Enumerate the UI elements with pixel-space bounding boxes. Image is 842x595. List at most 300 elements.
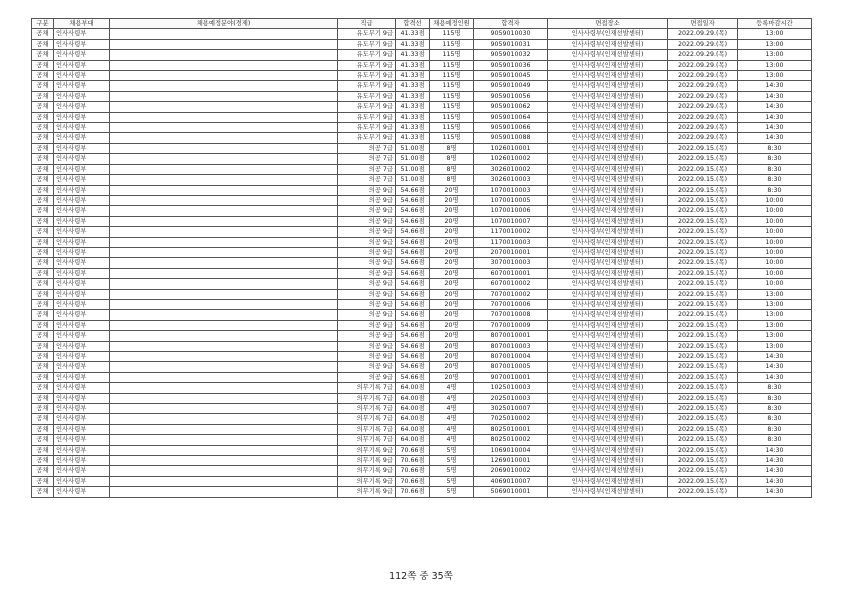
- cell-grade: 유도무기 9급: [338, 81, 396, 91]
- cell-quota: 20명: [430, 258, 474, 268]
- cell-grade: 의무기록 9급: [338, 466, 396, 476]
- cell-deadline: 14:30: [738, 123, 812, 133]
- cell-interview-place: 인사사령부(인재선발센터): [548, 29, 668, 39]
- cell-field: [110, 476, 338, 486]
- cell-interview-place: 인사사령부(인재선발센터): [548, 310, 668, 320]
- cell-interview-date: 2022.09.29.(목): [668, 29, 738, 39]
- cell-field: [110, 143, 338, 153]
- header-applicant-id: 합격자: [474, 19, 548, 29]
- cell-type: 공채: [32, 123, 54, 133]
- cell-field: [110, 175, 338, 185]
- cell-cutoff: 41.33점: [396, 91, 430, 101]
- cell-cutoff: 70.66점: [396, 445, 430, 455]
- cell-grade: 의공 9급: [338, 268, 396, 278]
- table-row: [32, 435, 812, 445]
- cell-applicant-id: 9059010056: [474, 91, 548, 101]
- table-row: [32, 143, 812, 153]
- cell-field: [110, 216, 338, 226]
- cell-quota: 115명: [430, 133, 474, 143]
- cell-quota: 20명: [430, 185, 474, 195]
- cell-type: 공채: [32, 102, 54, 112]
- cell-field: [110, 258, 338, 268]
- cell-unit: 인사사령부: [54, 456, 110, 466]
- cell-unit: 인사사령부: [54, 237, 110, 247]
- cell-interview-place: 인사사령부(인재선발센터): [548, 237, 668, 247]
- cell-grade: 유도무기 9급: [338, 123, 396, 133]
- cell-quota: 5명: [430, 476, 474, 486]
- cell-quota: 5명: [430, 445, 474, 455]
- cell-type: 공채: [32, 216, 54, 226]
- cell-quota: 20명: [430, 341, 474, 351]
- cell-cutoff: 51.00점: [396, 175, 430, 185]
- cell-unit: 인사사령부: [54, 175, 110, 185]
- cell-applicant-id: 2069010002: [474, 466, 548, 476]
- cell-applicant-id: 8025010001: [474, 424, 548, 434]
- cell-cutoff: 54.66점: [396, 206, 430, 216]
- header-type: 구분: [32, 19, 54, 29]
- cell-unit: 인사사령부: [54, 216, 110, 226]
- cell-quota: 115명: [430, 50, 474, 60]
- cell-type: 공채: [32, 352, 54, 362]
- cell-interview-date: 2022.09.15.(목): [668, 310, 738, 320]
- cell-applicant-id: 9059010031: [474, 39, 548, 49]
- cell-interview-date: 2022.09.15.(목): [668, 237, 738, 247]
- cell-quota: 8명: [430, 143, 474, 153]
- cell-field: [110, 310, 338, 320]
- cell-applicant-id: 1170010003: [474, 237, 548, 247]
- cell-interview-date: 2022.09.15.(목): [668, 216, 738, 226]
- cell-unit: 인사사령부: [54, 372, 110, 382]
- cell-interview-place: 인사사령부(인재선발센터): [548, 175, 668, 185]
- cell-interview-date: 2022.09.29.(목): [668, 81, 738, 91]
- cell-applicant-id: 3070010003: [474, 258, 548, 268]
- cell-applicant-id: 1170010002: [474, 227, 548, 237]
- cell-grade: 유도무기 9급: [338, 102, 396, 112]
- cell-deadline: 14:30: [738, 91, 812, 101]
- cell-cutoff: 64.00점: [396, 424, 430, 434]
- cell-interview-date: 2022.09.15.(목): [668, 404, 738, 414]
- cell-type: 공채: [32, 175, 54, 185]
- cell-field: [110, 185, 338, 195]
- table-row: [32, 60, 812, 70]
- cell-grade: 의공 9급: [338, 206, 396, 216]
- table-row: [32, 424, 812, 434]
- table-row: [32, 445, 812, 455]
- cell-interview-place: 인사사령부(인재선발센터): [548, 112, 668, 122]
- cell-interview-date: 2022.09.15.(목): [668, 279, 738, 289]
- cell-type: 공채: [32, 133, 54, 143]
- cell-field: [110, 81, 338, 91]
- table-row: [32, 341, 812, 351]
- cell-applicant-id: 1070010005: [474, 195, 548, 205]
- cell-type: 공채: [32, 456, 54, 466]
- cell-field: [110, 299, 338, 309]
- cell-deadline: 10:00: [738, 268, 812, 278]
- cell-cutoff: 54.66점: [396, 268, 430, 278]
- cell-interview-date: 2022.09.15.(목): [668, 352, 738, 362]
- table-row: [32, 352, 812, 362]
- cell-interview-date: 2022.09.29.(목): [668, 39, 738, 49]
- cell-field: [110, 247, 338, 257]
- cell-interview-date: 2022.09.15.(목): [668, 331, 738, 341]
- cell-quota: 5명: [430, 487, 474, 497]
- cell-grade: 의공 9급: [338, 227, 396, 237]
- cell-grade: 의공 9급: [338, 372, 396, 382]
- cell-applicant-id: 8070010001: [474, 331, 548, 341]
- cell-interview-place: 인사사령부(인재선발센터): [548, 279, 668, 289]
- table-row: [32, 216, 812, 226]
- cell-deadline: 13:00: [738, 50, 812, 60]
- cell-cutoff: 70.66점: [396, 456, 430, 466]
- cell-deadline: 13:00: [738, 299, 812, 309]
- table-row: [32, 258, 812, 268]
- cell-interview-date: 2022.09.15.(목): [668, 227, 738, 237]
- cell-deadline: 10:00: [738, 227, 812, 237]
- cell-interview-date: 2022.09.15.(목): [668, 289, 738, 299]
- cell-interview-place: 인사사령부(인재선발센터): [548, 320, 668, 330]
- cell-quota: 20명: [430, 331, 474, 341]
- cell-quota: 4명: [430, 404, 474, 414]
- cell-grade: 유도무기 9급: [338, 71, 396, 81]
- cell-field: [110, 133, 338, 143]
- cell-unit: 인사사령부: [54, 164, 110, 174]
- cell-field: [110, 112, 338, 122]
- cell-field: [110, 195, 338, 205]
- cell-interview-date: 2022.09.29.(목): [668, 123, 738, 133]
- cell-cutoff: 41.33점: [396, 123, 430, 133]
- cell-grade: 의공 9급: [338, 310, 396, 320]
- cell-interview-date: 2022.09.29.(목): [668, 50, 738, 60]
- cell-interview-place: 인사사령부(인재선발센터): [548, 341, 668, 351]
- cell-unit: 인사사령부: [54, 362, 110, 372]
- cell-interview-date: 2022.09.15.(목): [668, 487, 738, 497]
- cell-deadline: 8:30: [738, 424, 812, 434]
- cell-quota: 20명: [430, 237, 474, 247]
- cell-cutoff: 41.33점: [396, 29, 430, 39]
- cell-unit: 인사사령부: [54, 414, 110, 424]
- cell-cutoff: 41.33점: [396, 50, 430, 60]
- cell-deadline: 14:30: [738, 81, 812, 91]
- cell-unit: 인사사령부: [54, 487, 110, 497]
- table-row: [32, 91, 812, 101]
- cell-type: 공채: [32, 299, 54, 309]
- cell-grade: 의공 9급: [338, 216, 396, 226]
- cell-interview-place: 인사사령부(인재선발센터): [548, 81, 668, 91]
- cell-interview-date: 2022.09.15.(목): [668, 320, 738, 330]
- cell-deadline: 8:30: [738, 175, 812, 185]
- cell-type: 공채: [32, 404, 54, 414]
- cell-unit: 인사사령부: [54, 247, 110, 257]
- cell-field: [110, 206, 338, 216]
- cell-type: 공채: [32, 164, 54, 174]
- cell-interview-date: 2022.09.29.(목): [668, 112, 738, 122]
- cell-quota: 20명: [430, 247, 474, 257]
- cell-interview-date: 2022.09.29.(목): [668, 71, 738, 81]
- cell-field: [110, 445, 338, 455]
- cell-applicant-id: 9059010088: [474, 133, 548, 143]
- cell-grade: 의공 7급: [338, 154, 396, 164]
- cell-type: 공채: [32, 29, 54, 39]
- header-interview-place: 면접장소: [548, 19, 668, 29]
- cell-field: [110, 393, 338, 403]
- cell-applicant-id: 9059010032: [474, 50, 548, 60]
- cell-cutoff: 54.66점: [396, 372, 430, 382]
- table-row: [32, 393, 812, 403]
- cell-applicant-id: 6070010002: [474, 279, 548, 289]
- cell-interview-place: 인사사령부(인재선발센터): [548, 424, 668, 434]
- cell-type: 공채: [32, 424, 54, 434]
- cell-field: [110, 227, 338, 237]
- cell-quota: 115명: [430, 112, 474, 122]
- cell-interview-date: 2022.09.15.(목): [668, 185, 738, 195]
- cell-type: 공채: [32, 331, 54, 341]
- cell-applicant-id: 6070010001: [474, 268, 548, 278]
- cell-deadline: 14:30: [738, 362, 812, 372]
- cell-type: 공채: [32, 383, 54, 393]
- cell-interview-date: 2022.09.15.(목): [668, 424, 738, 434]
- cell-interview-date: 2022.09.29.(목): [668, 91, 738, 101]
- cell-deadline: 8:30: [738, 404, 812, 414]
- table-header-row: [32, 19, 812, 29]
- cell-unit: 인사사령부: [54, 404, 110, 414]
- cell-quota: 20명: [430, 310, 474, 320]
- cell-grade: 의무기록 7급: [338, 435, 396, 445]
- cell-quota: 20명: [430, 362, 474, 372]
- cell-applicant-id: 9059010064: [474, 112, 548, 122]
- cell-deadline: 14:30: [738, 112, 812, 122]
- cell-unit: 인사사령부: [54, 279, 110, 289]
- cell-cutoff: 41.33점: [396, 133, 430, 143]
- cell-field: [110, 50, 338, 60]
- cell-quota: 8명: [430, 164, 474, 174]
- cell-type: 공채: [32, 154, 54, 164]
- cell-grade: 의공 9급: [338, 247, 396, 257]
- cell-deadline: 13:00: [738, 289, 812, 299]
- cell-quota: 20명: [430, 372, 474, 382]
- table-row: [32, 372, 812, 382]
- cell-field: [110, 29, 338, 39]
- cell-quota: 20명: [430, 289, 474, 299]
- cell-field: [110, 466, 338, 476]
- cell-field: [110, 154, 338, 164]
- cell-type: 공채: [32, 310, 54, 320]
- cell-type: 공채: [32, 279, 54, 289]
- cell-quota: 20명: [430, 268, 474, 278]
- cell-interview-date: 2022.09.15.(목): [668, 414, 738, 424]
- cell-field: [110, 487, 338, 497]
- cell-interview-date: 2022.09.15.(목): [668, 341, 738, 351]
- cell-grade: 의공 9급: [338, 352, 396, 362]
- table-row: [32, 247, 812, 257]
- cell-grade: 유도무기 9급: [338, 60, 396, 70]
- cell-interview-date: 2022.09.15.(목): [668, 247, 738, 257]
- cell-unit: 인사사령부: [54, 320, 110, 330]
- table-row: [32, 299, 812, 309]
- cell-cutoff: 54.66점: [396, 362, 430, 372]
- cell-cutoff: 54.66점: [396, 216, 430, 226]
- cell-interview-place: 인사사령부(인재선발센터): [548, 91, 668, 101]
- cell-quota: 115명: [430, 81, 474, 91]
- cell-applicant-id: 5069010001: [474, 487, 548, 497]
- cell-type: 공채: [32, 487, 54, 497]
- cell-grade: 의무기록 9급: [338, 445, 396, 455]
- cell-grade: 의무기록 7급: [338, 404, 396, 414]
- cell-deadline: 10:00: [738, 237, 812, 247]
- cell-field: [110, 60, 338, 70]
- cell-interview-date: 2022.09.15.(목): [668, 154, 738, 164]
- cell-quota: 4명: [430, 393, 474, 403]
- table-row: [32, 414, 812, 424]
- cell-interview-date: 2022.09.15.(목): [668, 206, 738, 216]
- cell-interview-date: 2022.09.15.(목): [668, 195, 738, 205]
- cell-type: 공채: [32, 81, 54, 91]
- cell-deadline: 14:30: [738, 102, 812, 112]
- cell-interview-place: 인사사령부(인재선발센터): [548, 195, 668, 205]
- table-row: [32, 29, 812, 39]
- cell-interview-place: 인사사령부(인재선발센터): [548, 71, 668, 81]
- header-deadline: 등록마감시간: [738, 19, 812, 29]
- cell-interview-date: 2022.09.15.(목): [668, 476, 738, 486]
- cell-unit: 인사사령부: [54, 143, 110, 153]
- cell-interview-place: 인사사령부(인재선발센터): [548, 185, 668, 195]
- cell-deadline: 8:30: [738, 164, 812, 174]
- cell-applicant-id: 2025010003: [474, 393, 548, 403]
- cell-deadline: 14:30: [738, 487, 812, 497]
- cell-field: [110, 456, 338, 466]
- cell-field: [110, 71, 338, 81]
- cell-grade: 의무기록 9급: [338, 476, 396, 486]
- cell-deadline: 10:00: [738, 279, 812, 289]
- cell-deadline: 8:30: [738, 143, 812, 153]
- cell-unit: 인사사령부: [54, 476, 110, 486]
- table-row: [32, 71, 812, 81]
- cell-applicant-id: 3026010003: [474, 175, 548, 185]
- table-row: [32, 331, 812, 341]
- cell-quota: 20명: [430, 299, 474, 309]
- cell-unit: 인사사령부: [54, 60, 110, 70]
- table-row: [32, 39, 812, 49]
- cell-field: [110, 341, 338, 351]
- cell-type: 공채: [32, 289, 54, 299]
- cell-interview-place: 인사사령부(인재선발센터): [548, 227, 668, 237]
- cell-quota: 115명: [430, 123, 474, 133]
- header-grade: 직급: [338, 19, 396, 29]
- cell-field: [110, 435, 338, 445]
- cell-quota: 20명: [430, 195, 474, 205]
- cell-quota: 8명: [430, 175, 474, 185]
- cell-grade: 의무기록 7급: [338, 424, 396, 434]
- cell-applicant-id: 3025010007: [474, 404, 548, 414]
- cell-deadline: 14:30: [738, 372, 812, 382]
- cell-applicant-id: 1026010001: [474, 143, 548, 153]
- cell-unit: 인사사령부: [54, 91, 110, 101]
- cell-interview-date: 2022.09.15.(목): [668, 362, 738, 372]
- table-row: [32, 289, 812, 299]
- cell-unit: 인사사령부: [54, 310, 110, 320]
- table-row: [32, 487, 812, 497]
- cell-applicant-id: 9059010045: [474, 71, 548, 81]
- cell-quota: 20명: [430, 279, 474, 289]
- table-row: [32, 320, 812, 330]
- cell-grade: 의무기록 7급: [338, 414, 396, 424]
- cell-interview-place: 인사사령부(인재선발센터): [548, 393, 668, 403]
- cell-applicant-id: 9059010030: [474, 29, 548, 39]
- cell-applicant-id: 8070010004: [474, 352, 548, 362]
- cell-grade: 의공 9급: [338, 185, 396, 195]
- header-field: 채용예정분야(경제): [110, 19, 338, 29]
- cell-cutoff: 64.00점: [396, 383, 430, 393]
- cell-interview-date: 2022.09.29.(목): [668, 133, 738, 143]
- cell-applicant-id: 1026010002: [474, 154, 548, 164]
- cell-deadline: 8:30: [738, 383, 812, 393]
- cell-interview-place: 인사사령부(인재선발센터): [548, 476, 668, 486]
- cell-unit: 인사사령부: [54, 123, 110, 133]
- cell-unit: 인사사령부: [54, 102, 110, 112]
- cell-unit: 인사사령부: [54, 289, 110, 299]
- cell-cutoff: 41.33점: [396, 81, 430, 91]
- cell-interview-place: 인사사령부(인재선발센터): [548, 456, 668, 466]
- cell-interview-place: 인사사령부(인재선발센터): [548, 216, 668, 226]
- cell-interview-place: 인사사령부(인재선발센터): [548, 352, 668, 362]
- cell-field: [110, 91, 338, 101]
- cell-grade: 의무기록 9급: [338, 456, 396, 466]
- cell-grade: 유도무기 9급: [338, 50, 396, 60]
- cell-grade: 의공 9급: [338, 289, 396, 299]
- cell-unit: 인사사령부: [54, 206, 110, 216]
- cell-interview-place: 인사사령부(인재선발센터): [548, 362, 668, 372]
- cell-interview-place: 인사사령부(인재선발센터): [548, 466, 668, 476]
- cell-applicant-id: 2070010001: [474, 247, 548, 257]
- cell-type: 공채: [32, 362, 54, 372]
- cell-interview-place: 인사사령부(인재선발센터): [548, 39, 668, 49]
- cell-grade: 의공 7급: [338, 175, 396, 185]
- cell-grade: 의무기록 7급: [338, 383, 396, 393]
- cell-cutoff: 51.00점: [396, 154, 430, 164]
- cell-grade: 의공 9급: [338, 362, 396, 372]
- cell-quota: 4명: [430, 424, 474, 434]
- cell-cutoff: 54.66점: [396, 289, 430, 299]
- cell-cutoff: 54.66점: [396, 279, 430, 289]
- cell-applicant-id: 7070010008: [474, 310, 548, 320]
- cell-grade: 의공 9급: [338, 320, 396, 330]
- cell-type: 공채: [32, 50, 54, 60]
- table-row: [32, 195, 812, 205]
- cell-deadline: 8:30: [738, 414, 812, 424]
- cell-applicant-id: 3026010002: [474, 164, 548, 174]
- cell-unit: 인사사령부: [54, 268, 110, 278]
- cell-interview-date: 2022.09.15.(목): [668, 445, 738, 455]
- cell-field: [110, 362, 338, 372]
- cell-unit: 인사사령부: [54, 133, 110, 143]
- cell-cutoff: 54.66점: [396, 227, 430, 237]
- cell-applicant-id: 1070010003: [474, 185, 548, 195]
- header-cutoff: 합격선: [396, 19, 430, 29]
- table-row: [32, 466, 812, 476]
- cell-unit: 인사사령부: [54, 352, 110, 362]
- cell-deadline: 13:00: [738, 341, 812, 351]
- cell-grade: 유도무기 9급: [338, 39, 396, 49]
- cell-field: [110, 102, 338, 112]
- cell-cutoff: 41.33점: [396, 39, 430, 49]
- cell-deadline: 8:30: [738, 185, 812, 195]
- cell-deadline: 13:00: [738, 29, 812, 39]
- cell-cutoff: 64.00점: [396, 435, 430, 445]
- table-row: [32, 112, 812, 122]
- cell-field: [110, 123, 338, 133]
- cell-cutoff: 70.66점: [396, 487, 430, 497]
- cell-interview-date: 2022.09.15.(목): [668, 299, 738, 309]
- cell-quota: 5명: [430, 466, 474, 476]
